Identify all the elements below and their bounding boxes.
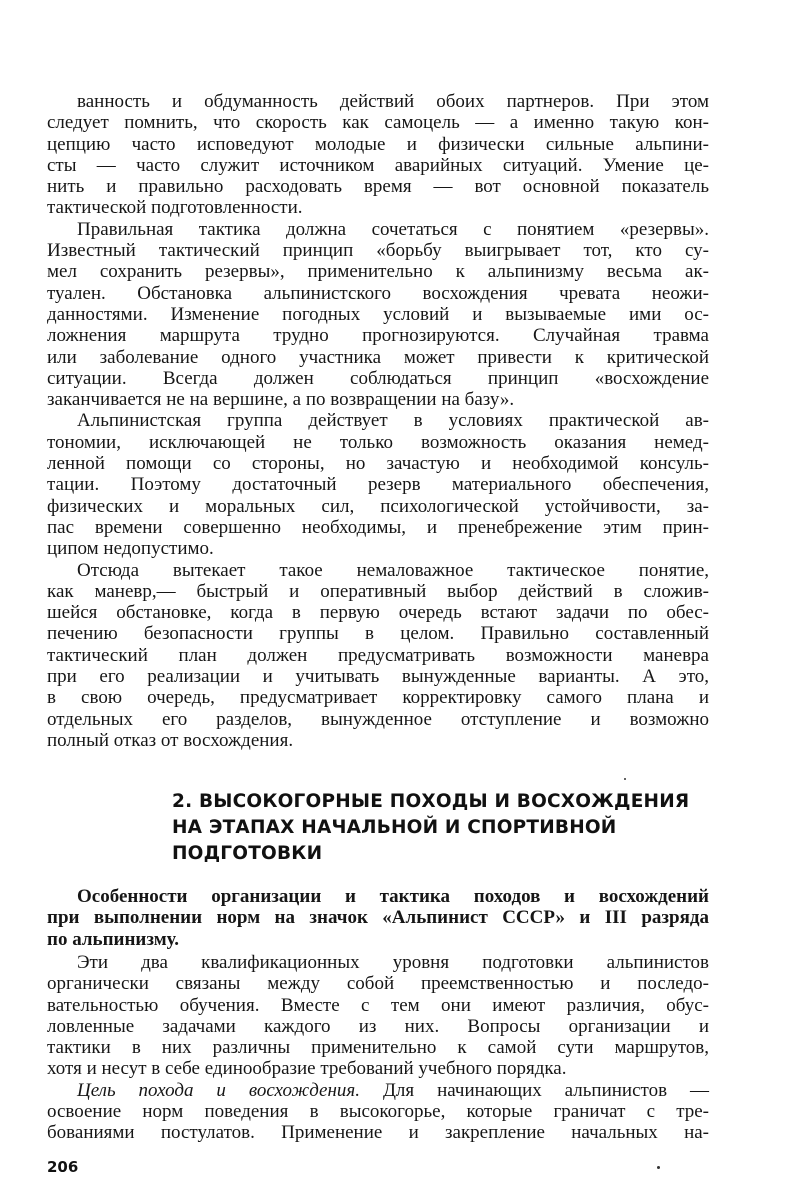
paragraph-line: Эти два квалификационных уровня подготовки альпинистов xyxy=(77,952,709,973)
paragraph-line: пас времени совершенно необходимы, и пренебрежение этим прин- xyxy=(47,516,709,538)
subheading-line: по альпинизму. xyxy=(47,928,180,950)
paragraph-line: заканчивается не на вершине, а по возвращении на базу». xyxy=(47,389,515,411)
paragraph-line: отдельных его разделов, вынужденное отступление и возможно xyxy=(47,708,709,730)
heading-line: 2. ВЫСОКОГОРНЫЕ ПОХОДЫ И ВОСХОЖДЕНИЯ xyxy=(172,791,690,812)
paragraph-line: тактики в них различны применительно к самой сути маршрутов, xyxy=(47,1037,709,1059)
paragraph-line: цепцию часто исповедуют молодые и физически сильные альпини- xyxy=(47,133,709,155)
heading-line: ПОДГОТОВКИ xyxy=(172,843,323,864)
print-speck xyxy=(624,778,626,780)
paragraph-line: ловленные задачами каждого из них. Вопросы организации и xyxy=(47,1015,709,1037)
subheading-line: при выполнении норм на значок «Альпинист СССР» и III разряда xyxy=(47,907,709,929)
paragraph-line: следует помнить, что скорость как самоцель — а именно такую кон- xyxy=(47,112,709,134)
lead-rest: Для начинающих альпинистов — xyxy=(360,1079,709,1101)
paragraph-line: физических и моральных сил, психологической устойчивости, за- xyxy=(47,495,709,517)
paragraph-line: Отсюда вытекает такое немаловажное тактическое понятие, xyxy=(77,559,709,581)
italic-lead: Цель похода и восхождения. xyxy=(77,1079,361,1101)
paragraph-line: тактический план должен предусматривать возможности маневра xyxy=(47,644,709,666)
subsection-heading xyxy=(47,886,709,950)
body-text-top xyxy=(47,91,709,751)
paragraph-line: печению безопасности группы в целом. Правильно составленный xyxy=(47,623,709,645)
paragraph-line: тактической подготовленности. xyxy=(47,197,303,219)
paragraph-line: тономии, исключающей не только возможность оказания немед- xyxy=(47,431,709,453)
paragraph-line: как маневр,— быстрый и оперативный выбор действий в сложив- xyxy=(47,580,709,602)
paragraph-line: тации. Поэтому достаточный резерв материального обеспечения, xyxy=(47,474,709,496)
paragraph-line: или заболевание одного участника может привести к критической xyxy=(47,346,709,368)
paragraph-line: освоение норм поведения в высокогорье, которые граничат с тре- xyxy=(47,1101,709,1123)
paragraph-line: ложнения маршрута трудно прогнозируются. Случайная травма xyxy=(47,325,709,347)
paragraph-line: ситуации. Всегда должен соблюдаться принцип «восхождение xyxy=(47,367,709,389)
paragraph-line: Правильная тактика должна сочетаться с понятием «резервы». xyxy=(77,218,709,240)
body-text-bottom xyxy=(47,952,709,1144)
paragraph-line: Известный тактический принцип «борьбу выигрывает тот, кто су- xyxy=(47,240,709,262)
paragraph-line: органически связаны между собой преемственностью и последо- xyxy=(47,973,709,995)
paragraph-line: ванность и обдуманность действий обоих партнеров. При этом xyxy=(77,91,709,112)
heading-line: НА ЭТАПАХ НАЧАЛЬНОЙ И СПОРТИВНОЙ xyxy=(172,817,617,838)
paragraph-line: шейся обстановке, когда в первую очередь встают задачи по обес- xyxy=(47,602,709,624)
paragraph-line: бованиями постулатов. Применение и закрепление начальных на- xyxy=(47,1122,709,1144)
paragraph-line: ципом недопустимо. xyxy=(47,538,214,560)
subheading-line: Особенности организации и тактика походов и восхождений xyxy=(77,886,709,907)
paragraph-line: данностями. Изменение погодных условий и вызываемые ими ос- xyxy=(47,303,709,325)
print-speck xyxy=(657,1166,660,1169)
paragraph-line: при его реализации и учитывать вынужденные варианты. А это, xyxy=(47,666,709,688)
section-heading xyxy=(172,789,712,867)
paragraph-line: туален. Обстановка альпинистского восхождения чревата неожи- xyxy=(47,282,709,304)
page-number: 206 xyxy=(47,1158,79,1176)
paragraph-line xyxy=(47,1080,709,1101)
paragraph-line: ленной помощи со стороны, но зачастую и необходимой консуль- xyxy=(47,453,709,475)
paragraph-line: сты — часто служит источником аварийных ситуаций. Умение це- xyxy=(47,154,709,176)
paragraph-line: нить и правильно расходовать время — вот основной показатель xyxy=(47,176,709,198)
paragraph-line: в свою очередь, предусматривает корректировку самого плана и xyxy=(47,687,709,709)
paragraph-line: полный отказ от восхождения. xyxy=(47,729,294,751)
paragraph-line: вательностью обучения. Вместе с тем они имеют различия, обус- xyxy=(47,994,709,1016)
paragraph-line: мел сохранить резервы», применительно к альпинизму весьма ак- xyxy=(47,261,709,283)
paragraph-line: хотя и несут в себе единообразие требований учебного порядка. xyxy=(47,1058,567,1080)
paragraph-line: Альпинистская группа действует в условиях практической ав- xyxy=(77,410,709,432)
